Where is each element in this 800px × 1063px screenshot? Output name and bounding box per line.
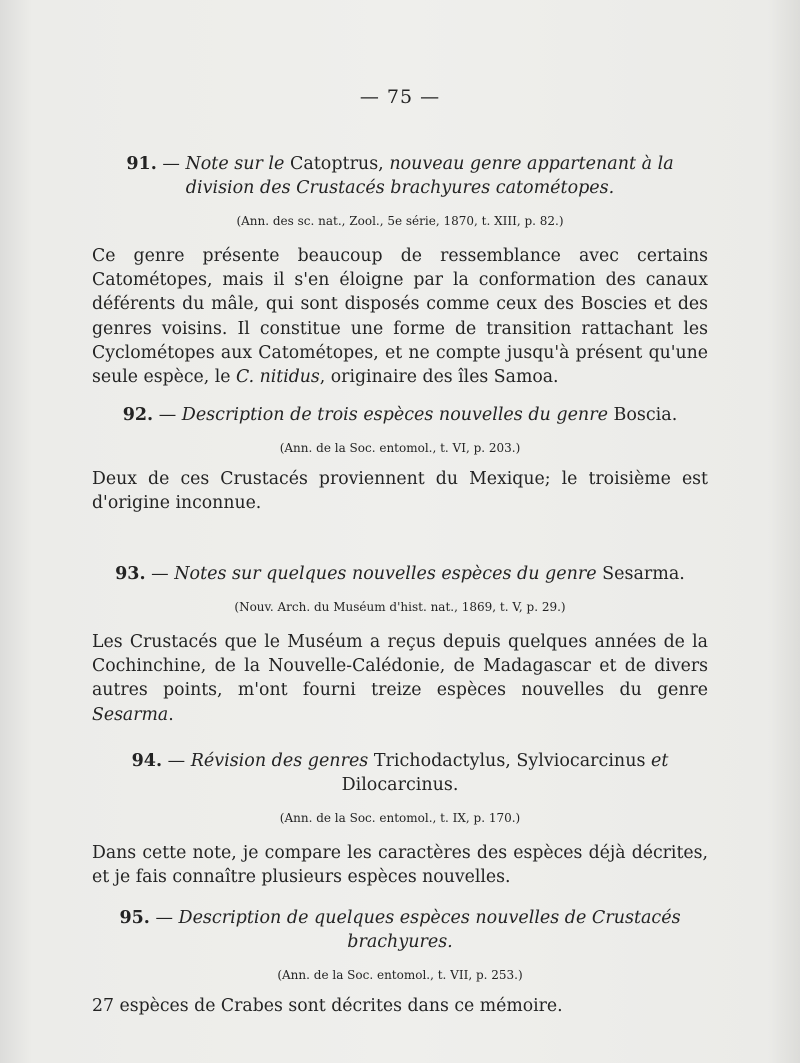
- entry-reference: (Nouv. Arch. du Muséum d'hist. nat., 1869, t. V, p. 29.): [234, 600, 566, 614]
- body-text: , originaire des îles Samoa.: [319, 367, 559, 388]
- entry-reference: (Ann. des sc. nat., Zool., 5e série, 1870, t. XIII, p. 82.): [236, 214, 564, 228]
- body-italic: C. nitidus: [236, 367, 320, 388]
- body-text: Dans cette note, je compare les caractères des espèces déjà décrites, et je fais connaître plusieurs espèces nouvelles.: [92, 843, 708, 888]
- title-dash: —: [145, 564, 175, 584]
- entry-number: 95.: [119, 908, 150, 928]
- entry-92: [92, 403, 708, 515]
- body-text: 27 espèces de Crabes sont décrites dans ce mémoire.: [92, 996, 563, 1016]
- entry-reference: (Ann. de la Soc. entomol., t. VI, p. 203.): [279, 441, 521, 455]
- title-italic: Description de quelques espèces nouvelles de Crustacés brachyures.: [178, 908, 681, 952]
- title-italic: Note sur le: [185, 154, 285, 174]
- title-italic: nouveau genre appartenant à la division des Crustacés brachyures catométopes.: [185, 154, 674, 198]
- entry-95: [92, 906, 708, 1018]
- title-dash: —: [156, 154, 186, 174]
- title-italic: Notes sur quelques nouvelles espèces du genre: [174, 564, 597, 584]
- title-italic: Description de trois espèces nouvelles du genre: [181, 405, 608, 425]
- entry-title: [92, 562, 708, 586]
- title-roman: Dilocarcinus.: [341, 775, 459, 795]
- title-dash: —: [149, 908, 179, 928]
- title-roman: Trichodactylus, Sylviocarcinus: [368, 751, 652, 771]
- body-italic: Sesarma: [92, 704, 169, 725]
- entry-title: [92, 152, 708, 200]
- entry-body: [92, 841, 708, 889]
- title-italic: et: [651, 751, 669, 771]
- entry-title: [92, 749, 708, 797]
- body-text: .: [168, 704, 174, 725]
- entry-reference: (Ann. de la Soc. entomol., t. VII, p. 253.): [277, 968, 523, 982]
- title-roman: Sesarma.: [596, 564, 685, 584]
- title-dash: —: [153, 405, 182, 425]
- title-italic: Révision des genres: [190, 751, 369, 771]
- entry-number: 94.: [131, 751, 163, 771]
- entry-number: 91.: [126, 154, 157, 174]
- page-number: — 75 —: [359, 86, 441, 108]
- entry-body: [92, 994, 708, 1018]
- title-roman: Boscia.: [607, 405, 678, 425]
- title-roman: Catoptrus,: [284, 154, 390, 174]
- entry-number: 93.: [115, 564, 146, 584]
- entry-91: [92, 152, 708, 389]
- entry-body: [92, 467, 708, 515]
- entry-93: [92, 562, 708, 727]
- title-dash: —: [162, 751, 191, 771]
- entry-body: [92, 244, 708, 389]
- entry-94: [92, 749, 708, 889]
- entry-reference: (Ann. de la Soc. entomol., t. IX, p. 170.): [279, 811, 521, 825]
- entry-title: [92, 403, 708, 427]
- entry-title: [92, 906, 708, 954]
- body-text: Ce genre présente beaucoup de ressemblance avec certains Catométopes, mais il s'en éloigne par la conformation des canaux déférents du mâle, qui sont disposés comme ceux des Boscies et des genres voisins. Il constitue une forme de transition rattachant les Cyclométopes aux Catométopes, et ne compte jusqu'à présent qu'une seule espèce, le: [92, 246, 708, 388]
- body-text: Deux de ces Crustacés proviennent du Mexique; le troisième est d'origine inconnue.: [92, 469, 708, 514]
- body-text: Les Crustacés que le Muséum a reçus depuis quelques années de la Cochinchine, de la Nouvelle-Calédonie, de Madagascar et de divers autres points, m'ont fourni treize espèces nouvelles du genre: [92, 632, 708, 701]
- entry-number: 92.: [122, 405, 154, 425]
- entry-body: [92, 630, 708, 727]
